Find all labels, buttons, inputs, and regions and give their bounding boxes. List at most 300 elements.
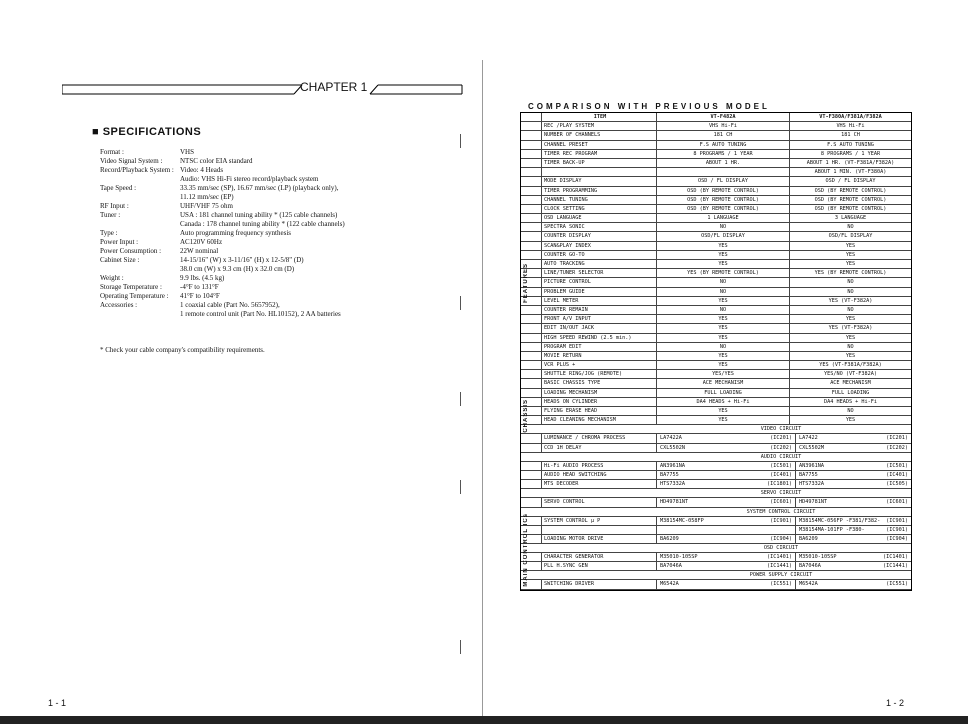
ic-part-cell xyxy=(657,471,796,479)
spec-label: Storage Temperature : xyxy=(100,283,162,291)
group-gutter xyxy=(521,315,541,323)
spec-row xyxy=(100,256,460,265)
model-cell: NO xyxy=(847,306,854,313)
table-row xyxy=(521,306,911,315)
spec-label xyxy=(100,310,180,319)
specifications-heading: ■ SPECIFICATIONS xyxy=(92,126,202,138)
ic-part-cell xyxy=(657,562,796,570)
ic-function-cell: CCD 1H DELAY xyxy=(541,444,657,452)
model-cell: NO xyxy=(657,223,790,231)
model-cell: F.S AUTO TUNING xyxy=(657,141,790,149)
ic-function-cell: LOADING MOTOR DRIVE xyxy=(541,535,657,543)
group-gutter xyxy=(521,306,541,314)
ic-part-number: BA7046A xyxy=(660,563,682,570)
model-cell: OSD (BY REMOTE CONTROL) xyxy=(657,205,790,213)
spec-value: 14-15/16" (W) x 3-11/16" (H) x 12-5/8" (D) xyxy=(180,256,304,264)
ic-ref: (IC201) xyxy=(886,435,908,442)
ic-part-cell xyxy=(796,480,911,488)
binder-hole-mark xyxy=(460,296,469,310)
group-gutter xyxy=(521,324,541,332)
spec-value: 22W nominal xyxy=(180,247,219,255)
spec-row xyxy=(100,301,460,310)
ic-rows xyxy=(521,425,911,589)
item-cell: SCAN&PLAY INDEX xyxy=(541,242,657,250)
model-cell: OSD (BY REMOTE CONTROL) xyxy=(657,196,790,204)
spec-row xyxy=(100,202,460,211)
model-cell: OSD / FL DISPLAY xyxy=(825,178,876,185)
table-row xyxy=(521,177,911,186)
table-row xyxy=(521,196,911,205)
model-cell: YES xyxy=(657,315,790,323)
table-row xyxy=(521,352,911,361)
spec-value: 1 coaxial cable (Part No. 5657952), xyxy=(180,301,280,309)
ic-part-number: M38154MC-056FP -F381/F382- xyxy=(799,517,881,524)
ic-row xyxy=(521,480,911,489)
scan-edge-bar xyxy=(0,716,968,724)
spec-value: -4°F to 131°F xyxy=(180,283,219,291)
model-cell: OSD (BY REMOTE CONTROL) xyxy=(814,187,887,194)
cable-footnote: * Check your cable company's compatibility requirements. xyxy=(100,346,265,354)
model-cell: YES xyxy=(657,416,790,424)
model-cell: NO xyxy=(657,306,790,314)
item-cell xyxy=(541,168,657,176)
table-row xyxy=(521,214,911,223)
group-label-chassis: CHASSIS xyxy=(523,399,529,433)
ic-part-number: HD49781NT xyxy=(660,499,689,506)
item-cell: TIMER BACK-UP xyxy=(541,159,657,167)
item-cell: OSD LANGUAGE xyxy=(541,214,657,222)
model-cell: YES (BY REMOTE CONTROL) xyxy=(814,270,887,277)
model-cell: YES (VT-F382A) xyxy=(828,325,873,332)
item-cell: FRONT A/V INPUT xyxy=(541,315,657,323)
model-cell: YES xyxy=(657,242,790,250)
group-gutter xyxy=(521,434,541,442)
specifications-list xyxy=(100,148,460,319)
model-cell: DA4 HEADS + Hi-Fi xyxy=(823,398,878,405)
ic-row xyxy=(521,526,911,535)
spec-label: RF Input : xyxy=(100,202,129,210)
ic-part-cell xyxy=(657,526,796,534)
ic-part-number: AN3961NA xyxy=(660,462,685,469)
spec-label: Power Input : xyxy=(100,238,139,246)
spec-row xyxy=(100,247,460,256)
item-cell: EDIT IN/OUT JACK xyxy=(541,324,657,332)
group-gutter xyxy=(521,251,541,259)
table-row xyxy=(521,168,911,177)
ic-part-cell xyxy=(796,462,911,470)
spec-row xyxy=(100,229,460,238)
model-cell: OSD/FL DISPLAY xyxy=(657,232,790,240)
ic-ref: (IC401) xyxy=(886,471,908,478)
ic-row xyxy=(521,462,911,471)
table-row xyxy=(521,416,911,425)
ic-ref: (IC901) xyxy=(886,517,908,524)
ic-ref: (IC401) xyxy=(770,471,792,478)
table-row xyxy=(521,334,911,343)
table-row xyxy=(521,315,911,324)
model-cell: 1 LANGUAGE xyxy=(657,214,790,222)
model-cell: ACE MECHANISM xyxy=(830,380,871,387)
item-cell: PROGRAM EDIT xyxy=(541,343,657,351)
chapter-header-rule xyxy=(62,82,464,96)
model-cell: 8 PROGRAMS / 1 YEAR xyxy=(820,150,881,157)
ic-row xyxy=(521,444,911,453)
group-gutter xyxy=(521,131,541,139)
ic-part-cell xyxy=(657,553,796,561)
table-row xyxy=(521,370,911,379)
ic-function-cell: SYSTEM CONTROL μ P xyxy=(541,517,657,525)
group-gutter xyxy=(521,150,541,158)
table-header-row xyxy=(521,113,911,122)
model-cell: YES xyxy=(657,334,790,342)
spec-row xyxy=(100,310,460,319)
item-cell: HEAD CLEANING MECHANISM xyxy=(541,416,657,424)
comparison-title: COMPARISON WITH PREVIOUS MODEL xyxy=(528,102,770,111)
header-model-1: VT-F482A xyxy=(657,113,790,121)
ic-ref: (IC551) xyxy=(770,581,792,588)
ic-row xyxy=(521,553,911,562)
table-row xyxy=(521,205,911,214)
item-cell: HIGH SPEED REWIND (2.5 min.) xyxy=(541,334,657,342)
model-cell: NO xyxy=(847,224,854,231)
ic-ref: (IC202) xyxy=(770,444,792,451)
model-cell: YES xyxy=(845,417,856,424)
model-cell: YES xyxy=(657,407,790,415)
ic-ref: (IC1401) xyxy=(883,554,908,561)
item-cell: CLOCK SETTING xyxy=(541,205,657,213)
spec-row xyxy=(100,211,460,220)
ic-ref: (IC501) xyxy=(886,462,908,469)
ic-row xyxy=(521,517,911,526)
page-divider xyxy=(482,60,483,724)
table-row xyxy=(521,150,911,159)
table-row xyxy=(521,379,911,388)
spec-label: Tuner : xyxy=(100,211,121,219)
ic-ref: (IC904) xyxy=(886,535,908,542)
ic-part-number: HD49781NT xyxy=(799,499,828,506)
item-cell: TIMER REC PROGRAM xyxy=(541,150,657,158)
spec-value: Canada : 178 channel tuning ability * (122 cable channels) xyxy=(180,220,345,228)
model-cell: YES xyxy=(845,242,856,249)
model-cell: YES xyxy=(657,260,790,268)
ic-part-number: M38154MA-101FP -F380- xyxy=(799,526,865,533)
item-cell: AUTO TRACKING xyxy=(541,260,657,268)
spec-value: Audio: VHS Hi-Fi stereo record/playback system xyxy=(180,175,319,183)
spec-value: Auto programming frequency synthesis xyxy=(180,229,292,237)
model-cell xyxy=(657,168,790,176)
model-cell: YES xyxy=(657,352,790,360)
item-cell: CHANNEL PRESET xyxy=(541,141,657,149)
table-row xyxy=(521,223,911,232)
ic-part-number: LA7422 xyxy=(799,435,818,442)
page-number-left: 1 - 1 xyxy=(48,698,67,708)
ic-part-cell xyxy=(657,535,796,543)
ic-row xyxy=(521,434,911,443)
ic-ref: (IC201) xyxy=(770,435,792,442)
ic-part-number: M35010-105SP xyxy=(799,554,837,561)
group-gutter xyxy=(521,361,541,369)
ic-part-cell xyxy=(657,517,796,525)
ic-part-number: BA7755 xyxy=(799,471,818,478)
group-gutter xyxy=(521,187,541,195)
table-row xyxy=(521,297,911,306)
ic-part-number: BA6209 xyxy=(660,535,679,542)
circuit-section-heading: AUDIO CIRCUIT xyxy=(521,453,911,462)
circuit-section-heading: SERVO CIRCUIT xyxy=(521,489,911,498)
model-cell: DA4 HEADS + Hi-Fi xyxy=(657,398,790,406)
group-gutter xyxy=(521,370,541,378)
spec-label: Operating Temperature : xyxy=(100,292,169,300)
group-gutter xyxy=(521,223,541,231)
ic-ref: (IC1441) xyxy=(767,563,792,570)
group-gutter xyxy=(521,205,541,213)
model-cell: ACE MECHANISM xyxy=(657,379,790,387)
ic-ref: (IC901) xyxy=(770,517,792,524)
table-row xyxy=(521,242,911,251)
group-gutter xyxy=(521,343,541,351)
ic-part-cell xyxy=(796,517,911,525)
model-cell: YES xyxy=(845,316,856,323)
spec-value: USA : 181 channel tuning ability * (125 cable channels) xyxy=(180,211,338,219)
table-row xyxy=(521,260,911,269)
spec-value: AC120V 60Hz xyxy=(180,238,223,246)
spec-row xyxy=(100,265,460,274)
binder-hole-mark xyxy=(460,134,469,148)
ic-function-cell: CHARACTER GENERATOR xyxy=(541,553,657,561)
model-cell: OSD / FL DISPLAY xyxy=(657,177,790,185)
header-model-2: VT-F380A/F381A/F382A xyxy=(819,114,882,120)
model-cell: YES/YES xyxy=(657,370,790,378)
model-cell: VHS Hi-Fi xyxy=(836,123,865,130)
item-cell: HEADS ON CYLINDER xyxy=(541,398,657,406)
model-cell: YES xyxy=(845,261,856,267)
model-cell: NO xyxy=(847,343,854,350)
group-gutter xyxy=(521,159,541,167)
spec-row xyxy=(100,238,460,247)
item-cell: MODE DISPLAY xyxy=(541,177,657,185)
model-cell: OSD (BY REMOTE CONTROL) xyxy=(814,205,887,212)
spec-label: Type : xyxy=(100,229,118,237)
table-row xyxy=(521,232,911,241)
group-gutter xyxy=(521,389,541,397)
ic-part-cell xyxy=(796,471,911,479)
ic-part-number: BA6209 xyxy=(799,535,818,542)
spec-row xyxy=(100,166,460,175)
spec-value: Video: 4 Heads xyxy=(180,166,224,174)
model-cell: OSD (BY REMOTE CONTROL) xyxy=(814,196,887,203)
table-row xyxy=(521,269,911,278)
ic-row xyxy=(521,471,911,480)
spec-label: Weight : xyxy=(100,274,124,282)
model-cell: FULL LOADING xyxy=(831,389,870,396)
group-gutter xyxy=(521,352,541,360)
model-cell: 8 PROGRAMS / 1 YEAR xyxy=(657,150,790,158)
ic-part-number: LA7422A xyxy=(660,435,682,442)
group-gutter xyxy=(521,232,541,240)
item-cell: SHUTTLE RING/JOG (REMOTE) xyxy=(541,370,657,378)
spec-row xyxy=(100,184,460,193)
group-gutter xyxy=(521,480,541,488)
spec-label: Tape Speed : xyxy=(100,184,137,192)
ic-part-number: CXL5502N xyxy=(660,444,685,451)
ic-function-cell: PLL H.SYNC GEN xyxy=(541,562,657,570)
model-cell: OSD/FL DISPLAY xyxy=(828,233,873,240)
ic-part-number: M6542A xyxy=(660,581,679,588)
ic-part-cell xyxy=(796,562,911,570)
table-row xyxy=(521,251,911,260)
spec-label: Record/Playback System : xyxy=(100,166,174,174)
ic-part-cell xyxy=(657,580,796,588)
ic-ref: (IC601) xyxy=(886,499,908,506)
spec-value: 33.35 mm/sec (SP), 16.67 mm/sec (LP) (playback only), xyxy=(180,184,339,192)
ic-part-number: HTS7332A xyxy=(660,481,685,488)
table-row xyxy=(521,131,911,140)
ic-row xyxy=(521,562,911,571)
spec-label: Power Consumption : xyxy=(100,247,162,255)
table-row xyxy=(521,187,911,196)
header-item: ITEM xyxy=(541,113,657,121)
ic-row xyxy=(521,535,911,544)
binder-hole-mark xyxy=(460,640,469,654)
model-cell: YES/NO (VT-F382A) xyxy=(823,371,878,378)
ic-part-cell xyxy=(796,444,911,452)
spec-value: 9.9 lbs. (4.5 kg) xyxy=(180,274,225,282)
feature-rows xyxy=(521,122,911,425)
group-gutter xyxy=(521,196,541,204)
group-gutter xyxy=(521,168,541,176)
model-cell: YES xyxy=(845,352,856,359)
model-cell: YES xyxy=(657,324,790,332)
model-cell: 181 CH xyxy=(657,131,790,139)
ic-part-number: CXL5502M xyxy=(799,444,824,451)
table-row xyxy=(521,141,911,150)
model-cell: OSD (BY REMOTE CONTROL) xyxy=(657,187,790,195)
spec-row xyxy=(100,220,460,229)
item-cell: FLYING ERASE HEAD xyxy=(541,407,657,415)
group-gutter xyxy=(521,122,541,130)
group-gutter xyxy=(521,444,541,452)
ic-part-cell xyxy=(796,434,911,442)
spec-label xyxy=(100,265,180,274)
model-cell: YES xyxy=(657,361,790,369)
ic-ref: (IC551) xyxy=(886,581,908,588)
group-label-main-control-ics: MAIN CONTROL ICs xyxy=(523,513,529,587)
ic-ref: (IC601) xyxy=(770,499,792,506)
model-cell: YES (VT-F381A/F382A) xyxy=(819,362,882,369)
model-cell: NO xyxy=(847,408,854,414)
ic-part-cell xyxy=(657,434,796,442)
model-cell: ABOUT 1 MIN. (VT-F380A) xyxy=(814,169,887,176)
ic-part-number: M6542A xyxy=(799,581,818,588)
item-cell: TIMER PROGRAMMING xyxy=(541,187,657,195)
table-row xyxy=(521,288,911,297)
specifications-title: SPECIFICATIONS xyxy=(102,126,202,138)
item-cell: MOVIE RETURN xyxy=(541,352,657,360)
group-gutter xyxy=(521,177,541,185)
ic-ref: (IC505) xyxy=(886,481,908,488)
model-cell: YES (VT-F382A) xyxy=(828,297,873,304)
table-row xyxy=(521,407,911,416)
spec-value: NTSC color EIA standard xyxy=(180,157,253,165)
item-cell: CHANNEL TUNING xyxy=(541,196,657,204)
group-gutter xyxy=(521,334,541,342)
group-gutter xyxy=(521,462,541,470)
comparison-table xyxy=(520,112,912,591)
spec-value: UHF/VHF 75 ohm xyxy=(180,202,233,210)
ic-part-cell xyxy=(657,498,796,506)
circuit-section-heading: POWER SUPPLY CIRCUIT xyxy=(521,571,911,580)
model-cell: NO xyxy=(847,288,854,295)
group-gutter xyxy=(521,471,541,479)
model-cell: YES (BY REMOTE CONTROL) xyxy=(657,269,790,277)
item-cell: REC /PLAY SYSTEM xyxy=(541,122,657,130)
model-cell: NO xyxy=(657,288,790,296)
ic-part-number: BA7046A xyxy=(799,563,821,570)
chapter-label: CHAPTER 1 xyxy=(300,80,368,94)
ic-ref: (IC901) xyxy=(886,526,908,533)
ic-part-number: HTS7332A xyxy=(799,481,824,488)
ic-function-cell: SWITCHING DRIVER xyxy=(541,580,657,588)
ic-function-cell: SERVO CONTROL xyxy=(541,498,657,506)
ic-ref: (IC904) xyxy=(770,535,792,542)
item-cell: BASIC CHASSIS TYPE xyxy=(541,379,657,387)
item-cell: COUNTER DISPLAY xyxy=(541,232,657,240)
model-cell: YES xyxy=(845,334,856,341)
ic-function-cell: Hi-Fi AUDIO PROCESS xyxy=(541,462,657,470)
ic-part-cell xyxy=(796,526,911,534)
ic-row xyxy=(521,498,911,507)
model-cell: YES xyxy=(657,297,790,305)
spec-row xyxy=(100,193,460,202)
group-label-features: FEATURES xyxy=(523,263,529,303)
model-cell: NO xyxy=(657,278,790,286)
ic-part-cell xyxy=(796,580,911,588)
group-gutter xyxy=(521,214,541,222)
model-cell: YES xyxy=(845,251,856,258)
spec-row xyxy=(100,157,460,166)
ic-part-number: BA7755 xyxy=(660,471,679,478)
ic-function-cell: LUMINANCE / CHROMA PROCESS xyxy=(541,434,657,442)
group-gutter xyxy=(521,242,541,250)
model-cell: FULL LOADING xyxy=(657,389,790,397)
ic-part-number: AN3961NA xyxy=(799,462,824,469)
model-cell: ABOUT 1 HR. (VT-F381A/F382A) xyxy=(806,159,895,166)
table-row xyxy=(521,389,911,398)
ic-part-cell xyxy=(657,462,796,470)
spec-label xyxy=(100,220,180,229)
circuit-section-heading: VIDEO CIRCUIT xyxy=(521,425,911,434)
ic-part-cell xyxy=(796,553,911,561)
ic-part-number: M35010-105SP xyxy=(660,554,698,561)
item-cell: PICTURE CONTROL xyxy=(541,278,657,286)
table-row xyxy=(521,343,911,352)
spec-label xyxy=(100,175,180,184)
spec-label xyxy=(100,193,180,202)
circuit-section-heading: OSD CIRCUIT xyxy=(521,544,911,553)
model-cell: ABOUT 1 HR. xyxy=(657,159,790,167)
spec-row xyxy=(100,283,460,292)
page-number-right: 1 - 2 xyxy=(886,698,905,708)
item-cell: LEVEL METER xyxy=(541,297,657,305)
spec-value: 1 remote control unit (Part No. HL10152), 2 AA batteries xyxy=(180,310,341,318)
model-cell: NO xyxy=(847,279,854,286)
item-cell: LOADING MECHANISM xyxy=(541,389,657,397)
ic-ref: (IC202) xyxy=(886,444,908,451)
group-gutter xyxy=(521,379,541,387)
item-cell: VCR PLUS + xyxy=(541,361,657,369)
spec-label: Accessories : xyxy=(100,301,138,309)
ic-ref: (IC501) xyxy=(770,462,792,469)
